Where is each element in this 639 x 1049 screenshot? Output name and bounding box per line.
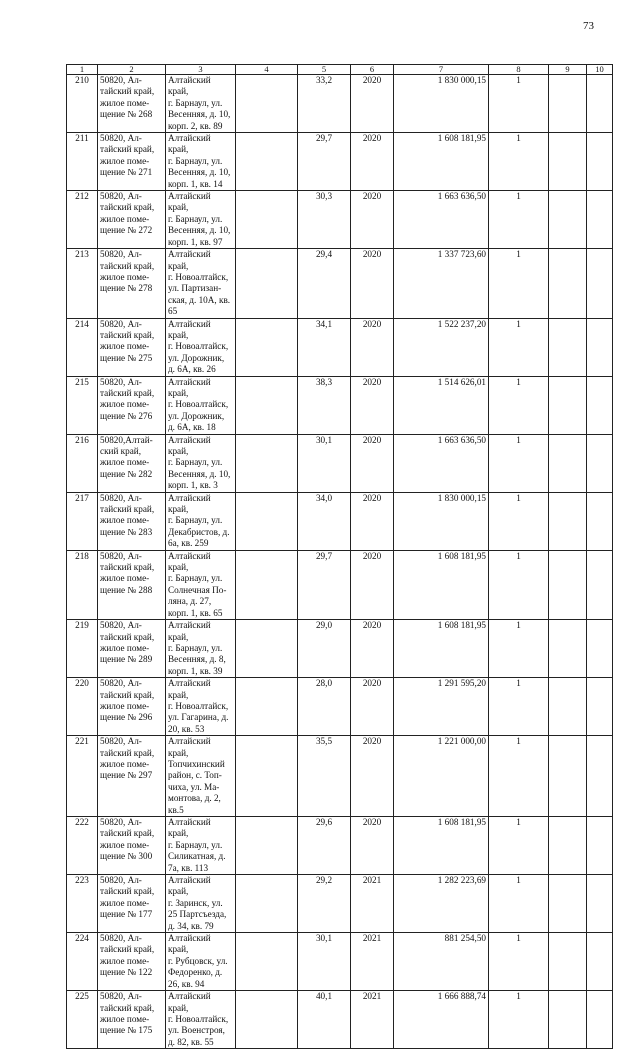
col4-cell xyxy=(236,817,298,875)
col10-cell xyxy=(587,875,613,933)
object-description: 50820,Алтай- ский край, жилое поме- щение № 282 xyxy=(98,434,166,492)
table-row xyxy=(67,75,613,133)
quantity: 1 xyxy=(489,434,549,492)
table-row xyxy=(67,550,613,619)
quantity: 1 xyxy=(489,736,549,817)
col4-cell xyxy=(236,249,298,318)
row-number: 215 xyxy=(67,376,98,434)
col9-cell xyxy=(549,550,587,619)
year: 2020 xyxy=(351,75,394,133)
col9-cell xyxy=(549,933,587,991)
cost: 1 663 636,50 xyxy=(394,434,489,492)
year: 2021 xyxy=(351,875,394,933)
table-row xyxy=(67,492,613,550)
table-body xyxy=(67,75,613,1049)
table-row xyxy=(67,133,613,191)
quantity: 1 xyxy=(489,933,549,991)
year: 2020 xyxy=(351,318,394,376)
page-number: 73 xyxy=(583,20,594,32)
cost: 1 666 888,74 xyxy=(394,991,489,1049)
year: 2020 xyxy=(351,678,394,736)
area: 29,7 xyxy=(298,133,351,191)
address: Алтайский край, г. Новоалтайск, ул. Гагарина, д. 20, кв. 53 xyxy=(166,678,236,736)
address: Алтайский край, г. Барнаул, ул. Весенняя, д. 8, корп. 1, кв. 39 xyxy=(166,620,236,678)
table-row xyxy=(67,376,613,434)
col4-cell xyxy=(236,933,298,991)
col4-cell xyxy=(236,620,298,678)
col-header-1: 1 xyxy=(67,65,98,75)
quantity: 1 xyxy=(489,492,549,550)
table-row xyxy=(67,620,613,678)
year: 2020 xyxy=(351,492,394,550)
col4-cell xyxy=(236,550,298,619)
col10-cell xyxy=(587,933,613,991)
address: Алтайский край, г. Новоалтайск, ул. Партизан- ская, д. 10А, кв. 65 xyxy=(166,249,236,318)
address: Алтайский край, г. Барнаул, ул. Декабристов, д. 6а, кв. 259 xyxy=(166,492,236,550)
col9-cell xyxy=(549,249,587,318)
object-description: 50820, Ал- тайский край, жилое поме- щение № 276 xyxy=(98,376,166,434)
col9-cell xyxy=(549,736,587,817)
area: 33,2 xyxy=(298,75,351,133)
area: 34,1 xyxy=(298,318,351,376)
quantity: 1 xyxy=(489,991,549,1049)
col9-cell xyxy=(549,434,587,492)
col10-cell xyxy=(587,678,613,736)
col4-cell xyxy=(236,991,298,1049)
cost: 1 522 237,20 xyxy=(394,318,489,376)
col4-cell xyxy=(236,736,298,817)
col9-cell xyxy=(549,492,587,550)
address: Алтайский край, г. Барнаул, ул. Силикатная, д. 7а, кв. 113 xyxy=(166,817,236,875)
object-description: 50820, Ал- тайский край, жилое поме- щение № 288 xyxy=(98,550,166,619)
col9-cell xyxy=(549,376,587,434)
col10-cell xyxy=(587,249,613,318)
object-description: 50820, Ал- тайский край, жилое поме- щение № 297 xyxy=(98,736,166,817)
col10-cell xyxy=(587,133,613,191)
col-header-5: 5 xyxy=(298,65,351,75)
col4-cell xyxy=(236,434,298,492)
year: 2021 xyxy=(351,933,394,991)
address: Алтайский край, г. Новоалтайск, ул. Военстроя, д. 82, кв. 55 xyxy=(166,991,236,1049)
cost: 1 608 181,95 xyxy=(394,550,489,619)
cost: 1 608 181,95 xyxy=(394,620,489,678)
col-header-10: 10 xyxy=(587,65,613,75)
area: 35,5 xyxy=(298,736,351,817)
address: Алтайский край, г. Барнаул, ул. Весенняя, д. 10, корп. 2, кв. 89 xyxy=(166,75,236,133)
address: Алтайский край, г. Барнаул, ул. Весенняя, д. 10, корп. 1, кв. 97 xyxy=(166,191,236,249)
object-description: 50820, Ал- тайский край, жилое поме- щение № 275 xyxy=(98,318,166,376)
address: Алтайский край, г. Барнаул, ул. Весенняя, д. 10, корп. 1, кв. 3 xyxy=(166,434,236,492)
quantity: 1 xyxy=(489,620,549,678)
col10-cell xyxy=(587,620,613,678)
col10-cell xyxy=(587,550,613,619)
col9-cell xyxy=(549,191,587,249)
cost: 1 282 223,69 xyxy=(394,875,489,933)
area: 34,0 xyxy=(298,492,351,550)
col9-cell xyxy=(549,620,587,678)
row-number: 212 xyxy=(67,191,98,249)
row-number: 217 xyxy=(67,492,98,550)
year: 2020 xyxy=(351,817,394,875)
cost: 1 608 181,95 xyxy=(394,817,489,875)
row-number: 222 xyxy=(67,817,98,875)
col4-cell xyxy=(236,376,298,434)
table-row xyxy=(67,191,613,249)
object-description: 50820, Ал- тайский край, жилое поме- щение № 296 xyxy=(98,678,166,736)
address: Алтайский край, Топчихинский район, с. Топ- чиха, ул. Ма- монтова, д. 2, кв.5 xyxy=(166,736,236,817)
col9-cell xyxy=(549,817,587,875)
area: 30,1 xyxy=(298,434,351,492)
area: 29,0 xyxy=(298,620,351,678)
quantity: 1 xyxy=(489,318,549,376)
object-description: 50820, Ал- тайский край, жилое поме- щение № 177 xyxy=(98,875,166,933)
col9-cell xyxy=(549,678,587,736)
row-number: 218 xyxy=(67,550,98,619)
address: Алтайский край, г. Рубцовск, ул. Федоренко, д. 26, кв. 94 xyxy=(166,933,236,991)
col-header-9: 9 xyxy=(549,65,587,75)
column-number-header xyxy=(67,65,613,75)
object-description: 50820, Ал- тайский край, жилое поме- щение № 122 xyxy=(98,933,166,991)
col10-cell xyxy=(587,736,613,817)
address: Алтайский край, г. Барнаул, ул. Весенняя, д. 10, корп. 1, кв. 14 xyxy=(166,133,236,191)
quantity: 1 xyxy=(489,875,549,933)
area: 28,0 xyxy=(298,678,351,736)
col-header-6: 6 xyxy=(351,65,394,75)
cost: 1 830 000,15 xyxy=(394,75,489,133)
row-number: 214 xyxy=(67,318,98,376)
cost: 881 254,50 xyxy=(394,933,489,991)
row-number: 216 xyxy=(67,434,98,492)
col-header-3: 3 xyxy=(166,65,236,75)
row-number: 211 xyxy=(67,133,98,191)
col4-cell xyxy=(236,318,298,376)
object-description: 50820, Ал- тайский край, жилое поме- щение № 268 xyxy=(98,75,166,133)
area: 38,3 xyxy=(298,376,351,434)
object-description: 50820, Ал- тайский край, жилое поме- щение № 278 xyxy=(98,249,166,318)
col9-cell xyxy=(549,318,587,376)
table-row xyxy=(67,817,613,875)
col4-cell xyxy=(236,133,298,191)
object-description: 50820, Ал- тайский край, жилое поме- щение № 175 xyxy=(98,991,166,1049)
col10-cell xyxy=(587,817,613,875)
year: 2020 xyxy=(351,550,394,619)
table-row xyxy=(67,318,613,376)
table-row xyxy=(67,875,613,933)
area: 30,1 xyxy=(298,933,351,991)
cost: 1 221 000,00 xyxy=(394,736,489,817)
year: 2020 xyxy=(351,434,394,492)
cost: 1 608 181,95 xyxy=(394,133,489,191)
object-description: 50820, Ал- тайский край, жилое поме- щение № 271 xyxy=(98,133,166,191)
col10-cell xyxy=(587,434,613,492)
cost: 1 514 626,01 xyxy=(394,376,489,434)
row-number: 223 xyxy=(67,875,98,933)
col4-cell xyxy=(236,75,298,133)
object-description: 50820, Ал- тайский край, жилое поме- щение № 283 xyxy=(98,492,166,550)
object-description: 50820, Ал- тайский край, жилое поме- щение № 300 xyxy=(98,817,166,875)
col4-cell xyxy=(236,678,298,736)
col-header-7: 7 xyxy=(394,65,489,75)
object-description: 50820, Ал- тайский край, жилое поме- щение № 289 xyxy=(98,620,166,678)
table-row xyxy=(67,249,613,318)
col-header-8: 8 xyxy=(489,65,549,75)
quantity: 1 xyxy=(489,191,549,249)
area: 29,6 xyxy=(298,817,351,875)
address: Алтайский край, г. Новоалтайск, ул. Дорожник, д. 6А, кв. 18 xyxy=(166,376,236,434)
col10-cell xyxy=(587,492,613,550)
col10-cell xyxy=(587,75,613,133)
quantity: 1 xyxy=(489,678,549,736)
quantity: 1 xyxy=(489,75,549,133)
col10-cell xyxy=(587,991,613,1049)
table-row xyxy=(67,933,613,991)
area: 40,1 xyxy=(298,991,351,1049)
address: Алтайский край, г. Барнаул, ул. Солнечная По- ляна, д. 27, корп. 1, кв. 65 xyxy=(166,550,236,619)
row-number: 213 xyxy=(67,249,98,318)
quantity: 1 xyxy=(489,376,549,434)
col10-cell xyxy=(587,318,613,376)
col9-cell xyxy=(549,991,587,1049)
col9-cell xyxy=(549,875,587,933)
area: 29,4 xyxy=(298,249,351,318)
quantity: 1 xyxy=(489,133,549,191)
object-description: 50820, Ал- тайский край, жилое поме- щение № 272 xyxy=(98,191,166,249)
table-row xyxy=(67,736,613,817)
cost: 1 291 595,20 xyxy=(394,678,489,736)
col10-cell xyxy=(587,376,613,434)
col-header-2: 2 xyxy=(98,65,166,75)
year: 2020 xyxy=(351,133,394,191)
table-row xyxy=(67,434,613,492)
area: 30,3 xyxy=(298,191,351,249)
table-row xyxy=(67,991,613,1049)
year: 2020 xyxy=(351,376,394,434)
row-number: 219 xyxy=(67,620,98,678)
year: 2020 xyxy=(351,191,394,249)
address: Алтайский край, г. Новоалтайск, ул. Дорожник, д. 6А, кв. 26 xyxy=(166,318,236,376)
row-number: 221 xyxy=(67,736,98,817)
col9-cell xyxy=(549,133,587,191)
col9-cell xyxy=(549,75,587,133)
property-table xyxy=(66,64,613,1049)
row-number: 225 xyxy=(67,991,98,1049)
row-number: 210 xyxy=(67,75,98,133)
year: 2020 xyxy=(351,249,394,318)
col-header-4: 4 xyxy=(236,65,298,75)
col10-cell xyxy=(587,191,613,249)
row-number: 220 xyxy=(67,678,98,736)
col4-cell xyxy=(236,191,298,249)
year: 2021 xyxy=(351,991,394,1049)
quantity: 1 xyxy=(489,817,549,875)
area: 29,7 xyxy=(298,550,351,619)
row-number: 224 xyxy=(67,933,98,991)
year: 2020 xyxy=(351,736,394,817)
year: 2020 xyxy=(351,620,394,678)
cost: 1 830 000,15 xyxy=(394,492,489,550)
quantity: 1 xyxy=(489,249,549,318)
cost: 1 337 723,60 xyxy=(394,249,489,318)
col4-cell xyxy=(236,492,298,550)
address: Алтайский край, г. Заринск, ул. 25 Партсъезда, д. 34, кв. 79 xyxy=(166,875,236,933)
col4-cell xyxy=(236,875,298,933)
quantity: 1 xyxy=(489,550,549,619)
table-row xyxy=(67,678,613,736)
cost: 1 663 636,50 xyxy=(394,191,489,249)
area: 29,2 xyxy=(298,875,351,933)
